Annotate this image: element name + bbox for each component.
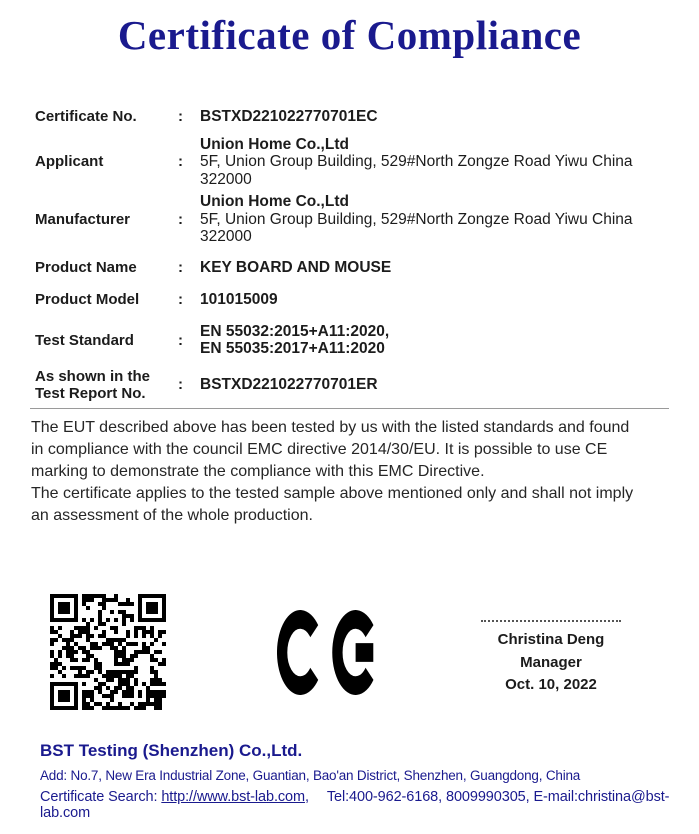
statement-line: an assessment of the whole production.: [31, 507, 313, 524]
field-row-test-report-no: [35, 368, 665, 402]
field-colon: :: [178, 108, 183, 126]
field-label: Applicant: [35, 153, 104, 171]
certificate-title: Certificate of Compliance: [117, 12, 582, 58]
applicant-address: 5F, Union Group Building, 529#North Zongze Road Yiwu China: [200, 153, 633, 170]
field-label-line: Test Report No.: [35, 384, 146, 402]
manufacturer-name: Union Home Co.,Ltd: [200, 193, 349, 210]
certificate-search-link[interactable]: http://www.bst-lab.com: [161, 789, 305, 805]
lab-address: Add: No.7, New Era Industrial Zone, Guantian, Bao'an District, Shenzhen, Guangdong, China: [40, 768, 581, 783]
field-colon: :: [178, 291, 183, 309]
signature-block: [467, 620, 635, 697]
link-suffix: ,: [304, 789, 309, 805]
field-label: Manufacturer: [35, 210, 131, 228]
lab-company-name: BST Testing (Shenzhen) Co.,Ltd.: [40, 741, 303, 760]
field-row-product-model: [35, 291, 665, 309]
lab-contact-info: Tel:400-962-6168, 8009990305, E-mail:christina@bst-lab.com: [40, 789, 670, 821]
signature-dotted-line: [481, 620, 621, 622]
field-label: Certificate No.: [35, 108, 137, 126]
test-standard-line: EN 55035:2017+A11:2020: [200, 340, 385, 357]
field-colon: :: [178, 258, 183, 276]
field-value: KEY BOARD AND MOUSE: [200, 258, 392, 276]
certificate-fields: [35, 108, 665, 402]
statement-line: The certificate applies to the tested sample above mentioned only and shall not imply: [31, 485, 634, 502]
applicant-postcode: 322000: [200, 170, 252, 188]
field-label-line: As shown in the: [35, 367, 151, 385]
ce-mark-icon: [277, 610, 390, 695]
field-colon: :: [178, 331, 183, 349]
applicant-name: Union Home Co.,Ltd: [200, 135, 349, 153]
qr-code: [50, 594, 166, 710]
statement-line: marking to demonstrate the compliance with this EMC Directive.: [31, 463, 485, 480]
field-value: BSTXD221022770701EC: [200, 108, 378, 125]
compliance-statement: [31, 417, 676, 527]
signer-role: Manager: [520, 653, 582, 671]
manufacturer-postcode: 322000: [200, 228, 252, 245]
field-colon: :: [178, 210, 183, 228]
certificate-search-line: [40, 789, 699, 821]
test-standard-line: EN 55032:2015+A11:2020,: [200, 322, 390, 340]
field-label: Product Name: [35, 258, 137, 276]
statement-line: in compliance with the council EMC directive 2014/30/EU. It is possible to use CE: [31, 441, 608, 458]
field-row-product-name: [35, 259, 665, 277]
field-row-certificate-no: [35, 108, 665, 126]
field-colon: :: [178, 153, 183, 171]
field-colon: :: [178, 376, 183, 393]
field-label: Test Standard: [35, 331, 134, 349]
statement-line: The EUT described above has been tested by us with the listed standards and found: [31, 419, 630, 436]
field-row-test-standard: [35, 323, 665, 358]
field-row-applicant: [35, 136, 665, 189]
certificate-search-label: Certificate Search:: [40, 789, 158, 805]
horizontal-divider: [30, 408, 669, 409]
issue-date: Oct. 10, 2022: [505, 676, 597, 693]
signer-name: Christina Deng: [497, 631, 605, 648]
field-label: Product Model: [35, 291, 140, 309]
manufacturer-address: 5F, Union Group Building, 529#North Zongze Road Yiwu China: [200, 210, 633, 228]
field-value: BSTXD221022770701ER: [200, 375, 378, 393]
field-value: 101015009: [200, 291, 278, 308]
field-row-manufacturer: [35, 193, 665, 246]
